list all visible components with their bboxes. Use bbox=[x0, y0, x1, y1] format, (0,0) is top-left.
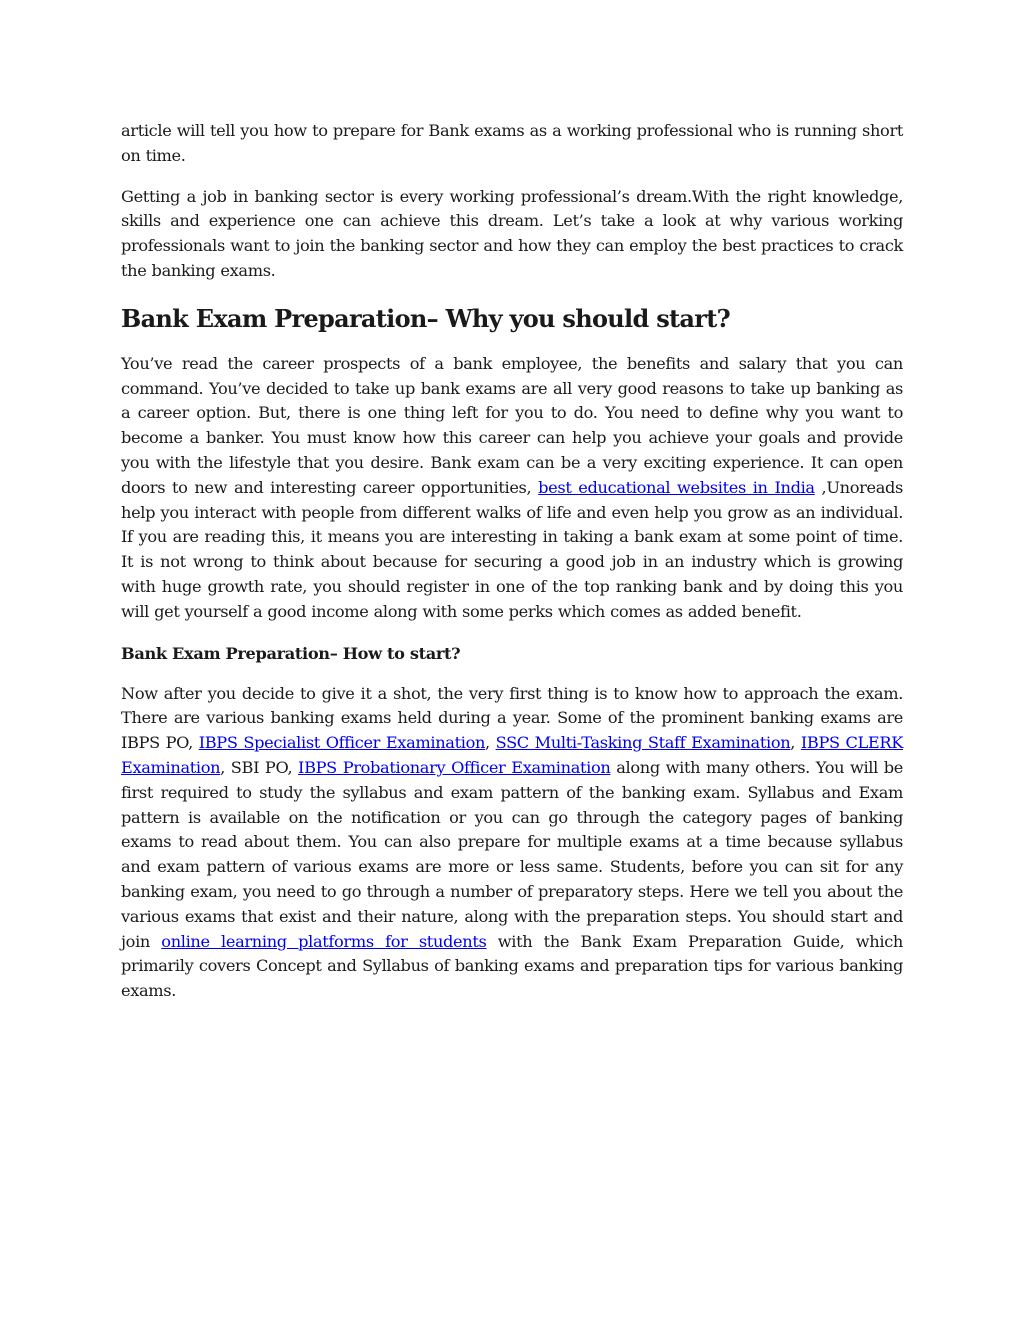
link-best-educational-websites[interactable]: best educational websites in India bbox=[538, 477, 815, 497]
link-online-learning-platforms[interactable]: online learning platforms for students bbox=[161, 931, 487, 951]
how-to-start-text-1: Now after you decide to give it a shot, the very first thing is to know how to approach the exam. There are various banking exams held during a year. Some of the prominent banking exams are IBPS PO, bbox=[121, 683, 903, 753]
link-ibps-clerk[interactable]: IBPS CLERK Examination bbox=[121, 733, 903, 777]
why-start-text-1: You’ve read the career prospects of a bank employee, the benefits and salary that you can command. You’ve decided to take up bank exams are all very good reasons to take up banking as a career option. But, there is one thing left for you to do. You need to define why you want to become a banker. You must know how this career can help you achieve your goals and provide you with the lifestyle that you desire. Bank exam can be a very exciting experience. It can open doors to new and interesting career opportunities, bbox=[121, 353, 903, 497]
link-ibps-specialist-officer[interactable]: IBPS Specialist Officer Examination bbox=[198, 733, 486, 753]
how-to-start-text-2: , SBI PO, bbox=[220, 757, 299, 777]
intro-paragraph: article will tell you how to prepare for Bank exams as a working professional who is running short on time. bbox=[121, 121, 903, 165]
section-heading-how-to-start: Bank Exam Preparation– How to start? bbox=[121, 643, 461, 663]
link-ibps-probationary-officer[interactable]: IBPS Probationary Officer Examination bbox=[298, 757, 611, 777]
separator-1: , bbox=[485, 733, 496, 753]
article-body bbox=[121, 119, 903, 1004]
how-to-start-text-3: along with many others. You will be first required to study the syllabus and exam pattern of the banking exam. Syllabus and Exam pattern is available on the notification or you can go through the category pages of banking exams to read about them. You can also prepare for multiple exams at a time because syllabus and exam pattern of various exams are more or less same. Students, before you can sit for any banking exam, you need to go through a number of preparatory steps. Here we tell you about the various exams that exist and their nature, along with the preparation steps. You should start and join bbox=[121, 757, 903, 951]
why-start-text-2: ,Unoreads help you interact with people from different walks of life and even help you grow as an individual. If you are reading this, it means you are interesting in taking a bank exam at some point of time. It is not wrong to think about because for securing a good job in an industry which is growing with huge growth rate, you should register in one of the top ranking bank and by doing this you will get yourself a good income along with some perks which comes as added benefit. bbox=[121, 477, 903, 621]
how-to-start-paragraph bbox=[121, 682, 903, 1004]
dream-paragraph: Getting a job in banking sector is every working professional’s dream.With the right knowledge, skills and experience one can achieve this dream. Let’s take a look at why various working professionals want to join the banking sector and how they can employ the best practices to crack the banking exams. bbox=[121, 186, 903, 280]
link-ssc-multi-tasking-staff[interactable]: SSC Multi-Tasking Staff Examination bbox=[495, 733, 791, 753]
how-to-start-text-4: with the Bank Exam Preparation Guide, which primarily covers Concept and Syllabus of banking exams and preparation tips for various banking exams. bbox=[121, 931, 903, 1001]
separator-2: , bbox=[790, 733, 801, 753]
why-start-paragraph bbox=[121, 352, 903, 625]
section-heading-why-start: Bank Exam Preparation– Why you should start? bbox=[121, 303, 730, 333]
